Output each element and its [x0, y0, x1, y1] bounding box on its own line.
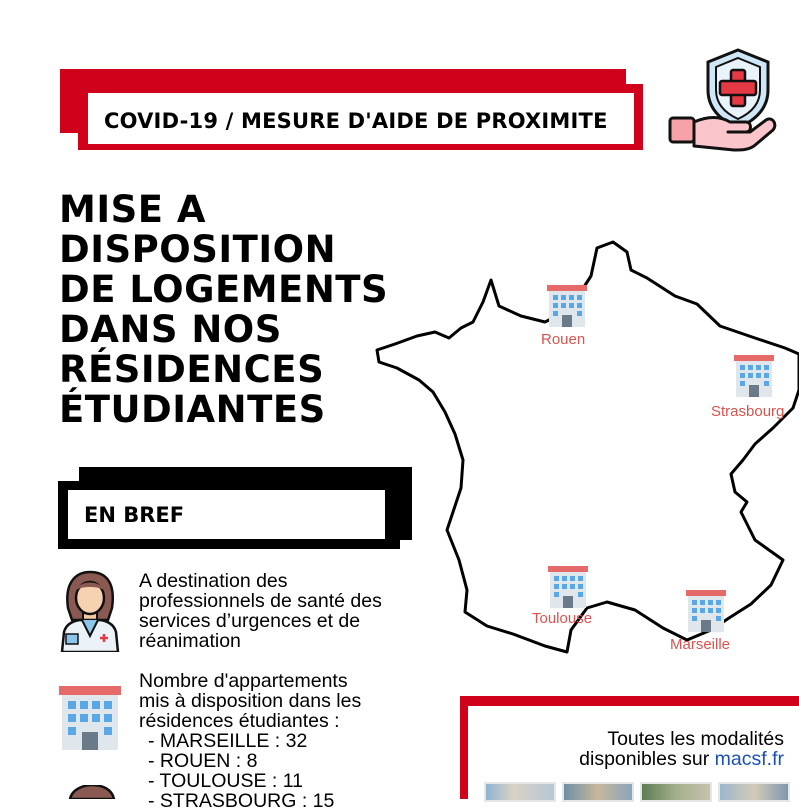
map-marker-rouen [545, 283, 589, 333]
list-item: - MARSEILLE : 32 [148, 730, 308, 752]
list-item: - STRASBOURG : 15 [148, 790, 335, 812]
title-line: RÉSIDENCES [59, 348, 325, 391]
macsf-link[interactable]: macsf.fr [714, 748, 784, 770]
city-count-list [139, 731, 439, 811]
info-line: Toutes les modalités [607, 728, 784, 750]
person-icon [62, 785, 122, 799]
apartments-text [139, 671, 439, 811]
text-line: services d’urgences et de [139, 610, 361, 632]
building-icon [546, 564, 590, 610]
target-audience-text [139, 571, 429, 651]
doctor-icon [58, 570, 122, 652]
map-label-rouen: Rouen [541, 331, 586, 348]
text-line: mis à disposition dans les [139, 690, 362, 712]
text-line: résidences étudiantes : [139, 710, 340, 732]
photo-thumbnail[interactable] [718, 782, 790, 802]
healthcare-hand-icon [668, 46, 778, 154]
map-label-strasbourg: Strasbourg [711, 403, 785, 420]
building-icon [57, 684, 123, 752]
text-line: réanimation [139, 630, 241, 652]
photo-thumbnail[interactable] [562, 782, 634, 802]
building-icon [684, 588, 728, 634]
list-item: - TOULOUSE : 11 [148, 770, 303, 792]
map-marker-strasbourg [732, 353, 776, 403]
building-icon [732, 353, 776, 399]
map-label-toulouse: Toulouse [532, 610, 593, 627]
banner-label: COVID-19 / MESURE D'AIDE DE PROXIMITE [104, 109, 608, 133]
photo-thumbnail[interactable] [640, 782, 712, 802]
title-line: DE LOGEMENTS [59, 268, 389, 311]
text-line: professionnels de santé des [139, 590, 382, 612]
text-line: Nombre d'appartements [139, 670, 348, 692]
text-line: A destination des [139, 570, 288, 592]
map-marker-toulouse [546, 564, 590, 614]
title-line: ÉTUDIANTES [59, 388, 326, 431]
list-item: - ROUEN : 8 [148, 750, 258, 772]
info-line [520, 749, 784, 769]
building-icon [545, 283, 589, 329]
title-line: DANS NOS [59, 308, 282, 351]
photo-thumbnail[interactable] [484, 782, 556, 802]
map-marker-marseille [684, 588, 728, 638]
info-prefix: disponibles sur [579, 748, 715, 770]
map-label-marseille: Marseille [670, 636, 731, 653]
title-line: MISE A [59, 188, 207, 231]
title-line: DISPOSITION [59, 228, 337, 271]
info-text [520, 729, 784, 769]
section-heading: EN BREF [84, 503, 185, 527]
